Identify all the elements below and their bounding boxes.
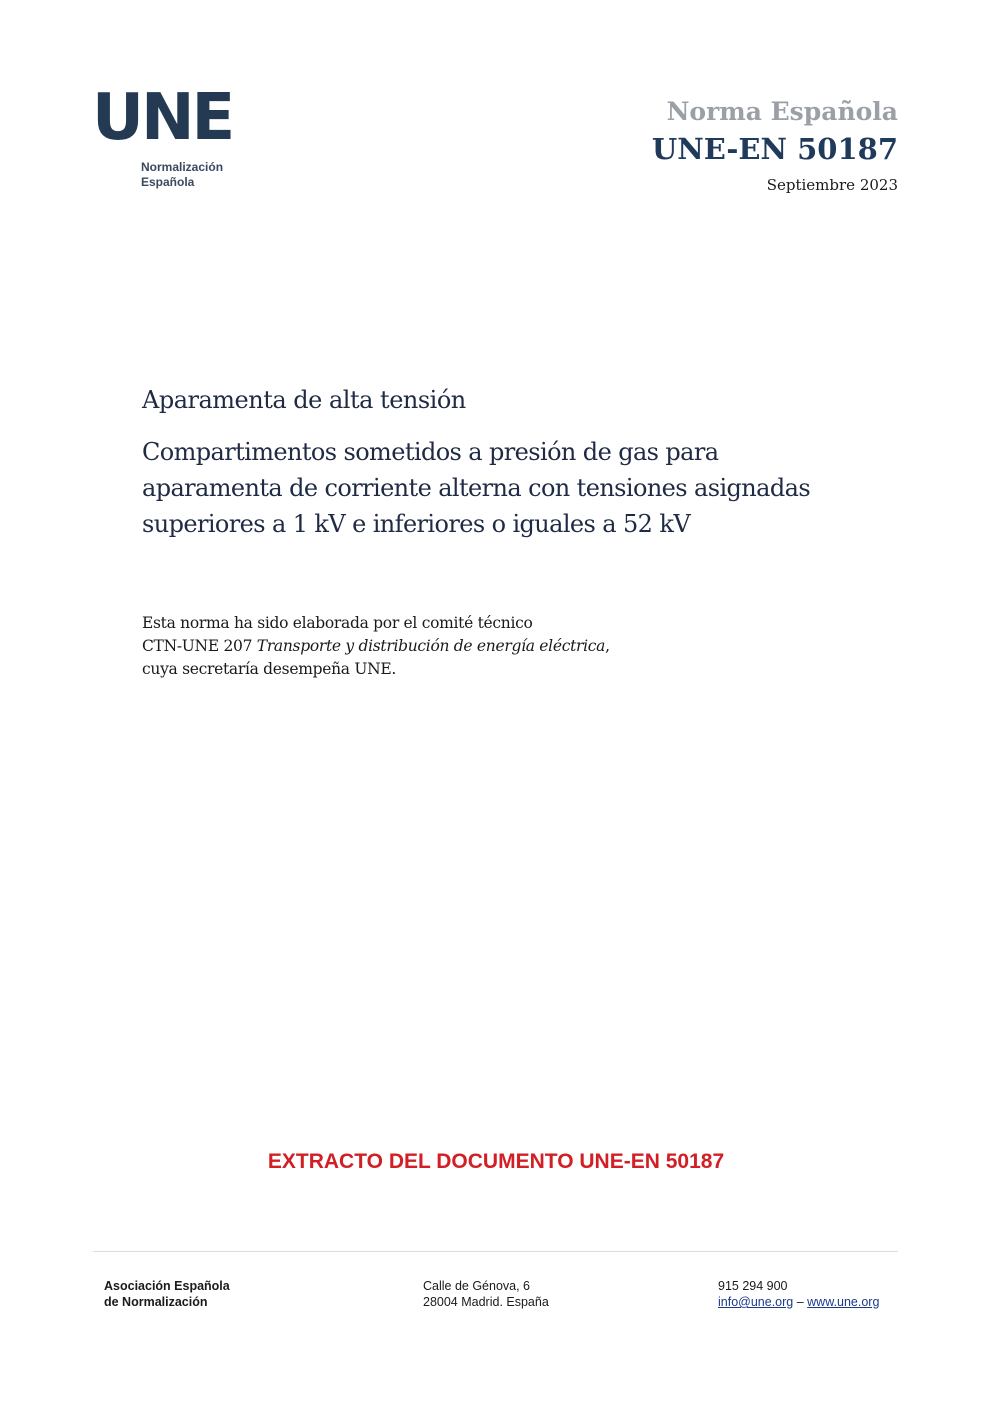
footer-divider [93, 1251, 898, 1252]
standard-code: UNE-EN 50187 [651, 132, 898, 166]
standard-label: Norma Española [666, 97, 898, 126]
website-link[interactable]: www.une.org [807, 1295, 880, 1309]
document-subtitle [142, 434, 902, 542]
footer-organization [104, 1278, 230, 1310]
logo-mark: UNE [92, 81, 233, 155]
footer-contact [718, 1278, 879, 1310]
subtitle-line-2: aparamenta de corriente alterna con tensiones asignadas [142, 474, 811, 502]
subtitle-line-3: superiores a 1 kV e inferiores o iguales a 52 kV [142, 510, 691, 538]
organization-line-2: de Normalización [104, 1295, 208, 1309]
logo-subtitle-line1: Normalización [141, 160, 224, 174]
address-line-1: Calle de Génova, 6 [423, 1279, 531, 1293]
address-line-2: 28004 Madrid. España [423, 1295, 549, 1309]
standard-header [652, 96, 898, 194]
footer-address [423, 1278, 549, 1310]
committee-line-2 [142, 635, 842, 658]
email-link[interactable]: info@une.org [718, 1295, 794, 1309]
committee-comma: , [605, 637, 610, 655]
standard-date: Septiembre 2023 [766, 176, 898, 194]
logo-subtitle-line2: Española [141, 175, 195, 189]
contact-links [718, 1294, 879, 1310]
organization-line-1: Asociación Española [104, 1279, 230, 1293]
committee-code: CTN-UNE 207 [142, 637, 257, 655]
committee-statement [142, 612, 842, 681]
extract-notice: EXTRACTO DEL DOCUMENTO UNE-EN 50187 [267, 1150, 725, 1173]
phone-number: 915 294 900 [718, 1279, 788, 1293]
committee-line-1: Esta norma ha sido elaborada por el comité técnico [142, 614, 533, 632]
logo-subtitle [141, 160, 232, 190]
committee-line-3: cuya secretaría desempeña UNE. [142, 660, 397, 678]
link-separator: – [793, 1295, 808, 1309]
committee-name: Transporte y distribución de energía eléctrica [256, 637, 606, 655]
une-logo [92, 81, 233, 190]
document-title: Aparamenta de alta tensión [142, 386, 466, 414]
subtitle-line-1: Compartimentos sometidos a presión de gas para [142, 438, 719, 466]
